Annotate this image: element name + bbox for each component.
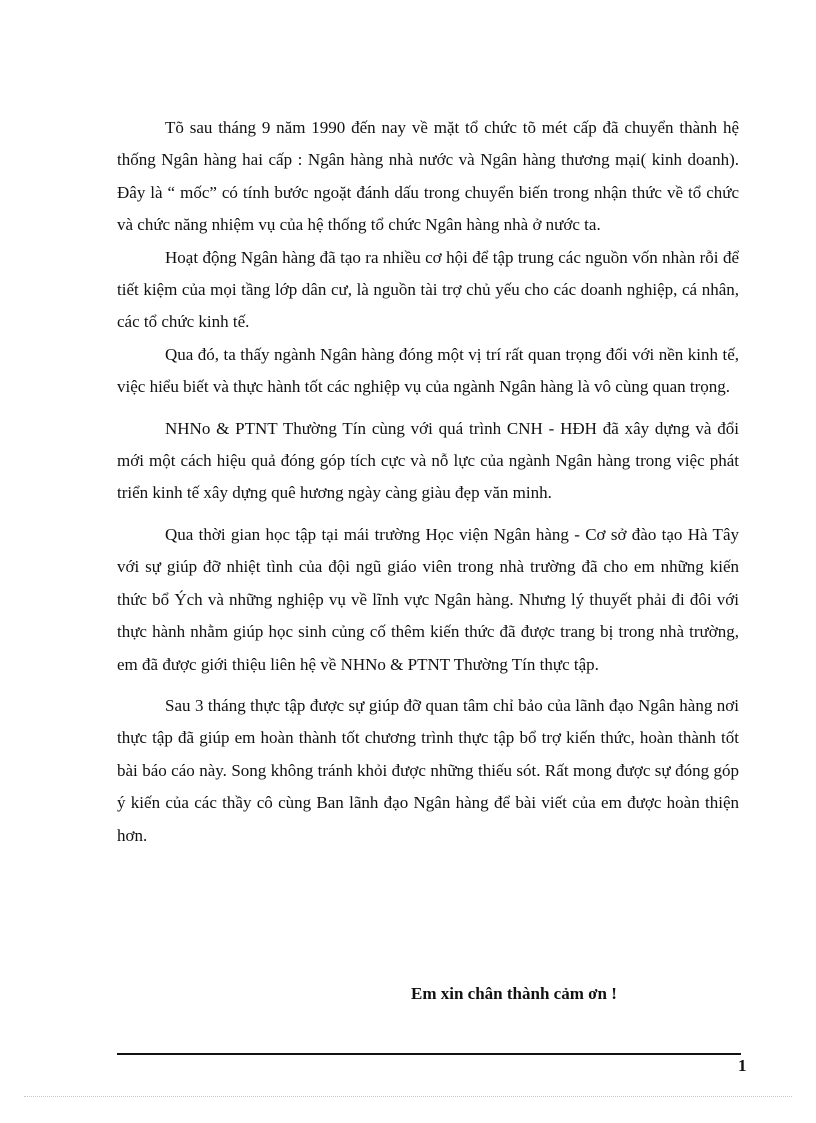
paragraph-2: Hoạt động Ngân hàng đã tạo ra nhiều cơ hội để tập trung các nguồn vốn nhàn rỗi để tiết kiệm của mọi tầng lớp dân cư, là nguồn tài trợ chủ yếu cho các doanh nghiệp, cá nhân, các tổ chức kinh tế. — [117, 247, 739, 332]
paragraph-3: Qua đó, ta thấy ngành Ngân hàng đóng một vị trí rất quan trọng đối với nền kinh tế, việc hiểu biết và thực hành tốt các nghiệp vụ của ngành Ngân hàng là vô cùng quan trọng. — [117, 344, 739, 397]
signoff-text: Em xin chân thành cảm ơn ! — [411, 984, 617, 1003]
page-number: 1 — [738, 1056, 747, 1075]
document-body — [117, 112, 739, 852]
paragraph-1: Tõ sau tháng 9 năm 1990 đến nay về mặt tổ chức tõ mét cấp đã chuyển thành hệ thống Ngân hàng hai cấp : Ngân hàng nhà nước và Ngân hàng thương mại( kinh doanh). Đây là “ mốc” có tính bước ngoặt đánh dấu trong chuyển biến trong nhận thức về tổ chức và chức năng nhiệm vụ của hệ thống tổ chức Ngân hàng nhà ở nước ta. — [117, 118, 739, 235]
paragraph-5: Qua thời gian học tập tại mái trường Học viện Ngân hàng - Cơ sở đào tạo Hà Tây với sự giúp đỡ nhiệt tình của đội ngũ giáo viên trong nhà trường đã cho em những kiến thức bổ Ých và những nghiệp vụ về lĩnh vực Ngân hàng. Nhưng lý thuyết phải đi đôi với thực hành nhằm giúp học sinh củng cố thêm kiến thức đã được trang bị trong nhà trường, em đã được giới thiệu liên hệ về NHNo & PTNT Thường Tín thực tập. — [117, 524, 739, 674]
paragraph-6: Sau 3 tháng thực tập được sự giúp đỡ quan tâm chỉ bảo của lãnh đạo Ngân hàng nơi thực tập đã giúp em hoàn thành tốt chương trình thực tập bổ trợ kiến thức, hoàn thành tốt bài báo cáo này. Song không tránh khỏi được những thiếu sót. Rất mong được sự đóng góp ý kiến của các thầy cô cùng Ban lãnh đạo Ngân hàng để bài viết của em được hoàn thiện hơn. — [117, 695, 739, 845]
page-bottom-dotted-line — [24, 1096, 792, 1097]
footer-divider — [117, 1053, 741, 1055]
paragraph-4: NHNo & PTNT Thường Tín cùng với quá trình CNH - HĐH đã xây dựng và đổi mới một cách hiệu quả đóng góp tích cực và nỗ lực của ngành Ngân hàng trong việc phát triển kinh tế xây dựng quê hương ngày càng giàu đẹp văn minh. — [117, 418, 739, 503]
